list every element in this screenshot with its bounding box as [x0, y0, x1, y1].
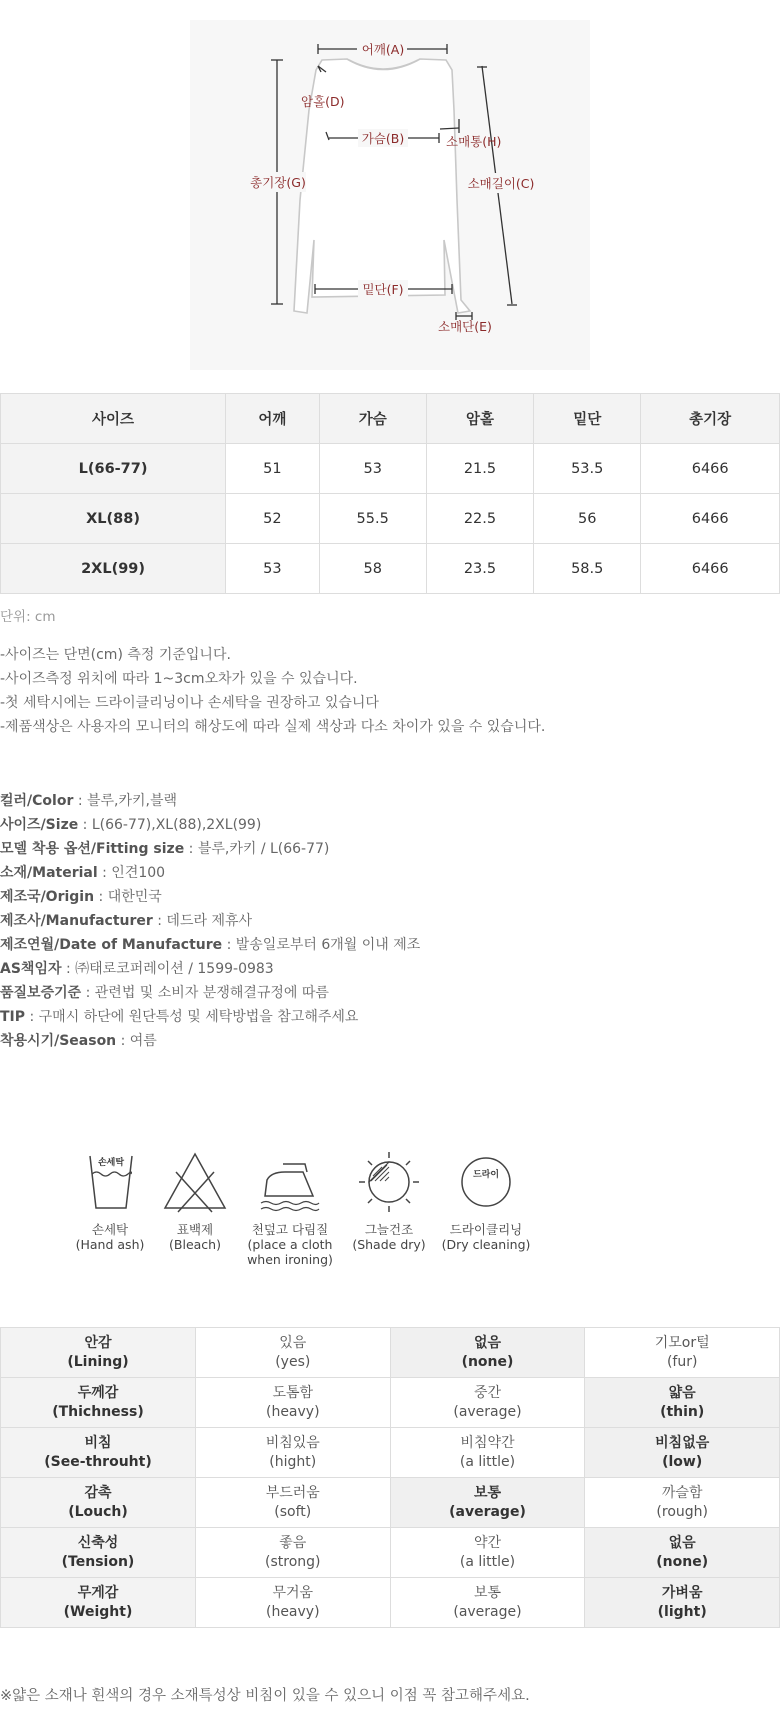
- fabric-property-text: (Tension): [61, 1553, 135, 1570]
- size-table: [0, 393, 780, 594]
- fabric-option-text: 비침약간: [460, 1434, 515, 1451]
- fabric-option: [390, 1428, 585, 1478]
- fabric-option: [585, 1328, 780, 1378]
- care-label-ko: 손세탁: [91, 1222, 129, 1237]
- spec-label: 제조연월/Date of Manufacture: [0, 937, 223, 953]
- care-label-en: (Dry cleaning): [441, 1237, 531, 1252]
- size-cell: L(66-77): [1, 444, 226, 494]
- fabric-option-text: 도톰함: [272, 1384, 314, 1401]
- spec-row: [0, 957, 420, 981]
- unit-note: 단위: cm: [0, 609, 56, 625]
- fabric-option: [195, 1378, 390, 1428]
- care-shade-dry: [349, 1150, 429, 1252]
- fabric-option-selected-text: 없음: [668, 1534, 696, 1551]
- fabric-table: [0, 1327, 780, 1628]
- iron-with-cloth-icon: [255, 1150, 325, 1214]
- fabric-option-text: 보통: [473, 1584, 502, 1601]
- spec-row: [0, 789, 420, 813]
- spec-value: : 대한민국: [94, 889, 162, 905]
- fabric-option-text: (yes): [275, 1353, 311, 1370]
- fabric-property-text: (See-throuht): [44, 1453, 152, 1470]
- fabric-option-selected: [585, 1578, 780, 1628]
- spec-label: 사이즈/Size: [0, 817, 79, 833]
- header-cell: 총기장: [641, 394, 780, 444]
- spec-value: : 구매시 하단에 원단특성 및 세탁방법을 참고해주세요: [25, 1009, 359, 1025]
- spec-label: 제조사/Manufacturer: [0, 913, 153, 929]
- spec-label: 모델 착용 옵션/Fitting size: [0, 841, 185, 857]
- label-sleeve-width: 소매통(H): [446, 134, 502, 149]
- fabric-option: [195, 1578, 390, 1628]
- care-label: [240, 1222, 340, 1267]
- table-row: [1, 1328, 780, 1378]
- fabric-property-text: 감촉: [84, 1484, 112, 1501]
- fabric-property-text: (Weight): [63, 1603, 133, 1620]
- fabric-option: [585, 1478, 780, 1528]
- spec-value: : 인견100: [97, 865, 166, 881]
- value-cell: 55.5: [319, 494, 426, 544]
- spec-value: : L(66-77),XL(88),2XL(99): [78, 817, 262, 833]
- fabric-option-text: 무거움: [272, 1584, 314, 1601]
- table-row: [1, 1478, 780, 1528]
- fabric-option-text: (average): [453, 1603, 522, 1620]
- value-cell: 21.5: [426, 444, 533, 494]
- fabric-option-text: 비침있음: [265, 1434, 320, 1451]
- spec-row: [0, 1029, 420, 1053]
- header-cell: 가슴: [319, 394, 426, 444]
- hand-wash-tag: 손세탁: [97, 1158, 125, 1168]
- fabric-option-text: (hight): [269, 1453, 317, 1470]
- spec-value: : 발송일로부터 6개월 이내 제조: [222, 937, 421, 953]
- value-cell: 58.5: [534, 544, 641, 594]
- fabric-option-text: 기모or털: [654, 1334, 710, 1351]
- spec-value: : 관련법 및 소비자 분쟁해결규정에 따름: [81, 985, 329, 1001]
- fabric-option-selected-text: 가벼움: [661, 1584, 703, 1601]
- spec-row: [0, 1005, 420, 1029]
- shade-dry-icon: [356, 1150, 422, 1214]
- fabric-option-selected-text: (low): [662, 1453, 703, 1470]
- no-bleach-icon: [162, 1150, 228, 1214]
- product-specs: [0, 789, 420, 1053]
- fabric-option-text: (average): [453, 1403, 522, 1420]
- care-hand-wash: [68, 1150, 152, 1252]
- table-row: [1, 1578, 780, 1628]
- value-cell: 6466: [641, 494, 780, 544]
- care-label-en: (Shade dry): [352, 1237, 426, 1252]
- fabric-option-selected-text: 보통: [473, 1484, 502, 1501]
- fabric-option-text: (a little): [459, 1453, 516, 1470]
- fabric-option: [195, 1528, 390, 1578]
- spec-row: [0, 885, 420, 909]
- value-cell: 22.5: [426, 494, 533, 544]
- header-cell: 암홀: [426, 394, 533, 444]
- fabric-property-text: 안감: [84, 1334, 112, 1351]
- care-label-ko: 천덮고 다림질: [251, 1222, 329, 1237]
- fabric-property-text: (Thichness): [52, 1403, 144, 1420]
- spec-value: : 블루,카키 / L(66-77): [184, 841, 330, 857]
- value-cell: 56: [534, 494, 641, 544]
- spec-label: 착용시기/Season: [0, 1033, 117, 1049]
- spec-row: [0, 981, 420, 1005]
- fabric-option-selected-text: (none): [461, 1353, 514, 1370]
- fabric-option-text: 있음: [279, 1334, 307, 1351]
- fabric-property-text: 무게감: [77, 1584, 119, 1601]
- size-table-header: [1, 394, 780, 444]
- spec-label: 제조국/Origin: [0, 889, 95, 905]
- spec-label: 품질보증기준: [0, 985, 82, 1001]
- size-notes: [0, 643, 545, 739]
- label-chest: 가슴(B): [361, 131, 405, 146]
- fabric-option-selected-text: (light): [657, 1603, 707, 1620]
- spec-value: : 데드라 제휴사: [152, 913, 253, 929]
- value-cell: 23.5: [426, 544, 533, 594]
- spec-label: AS책임자: [0, 961, 62, 977]
- fabric-property: [1, 1328, 196, 1378]
- fabric-option-text: (heavy): [265, 1603, 320, 1620]
- size-cell: XL(88): [1, 494, 226, 544]
- fabric-option: [390, 1578, 585, 1628]
- fabric-option-selected-text: (none): [656, 1553, 709, 1570]
- table-row: [1, 544, 780, 594]
- care-label: [157, 1222, 233, 1252]
- fabric-property-text: (Louch): [68, 1503, 128, 1520]
- fabric-property: [1, 1428, 196, 1478]
- fabric-option-text: (strong): [265, 1553, 321, 1570]
- spec-value: : 여름: [116, 1033, 157, 1049]
- fabric-option-text: 약간: [473, 1534, 502, 1551]
- fabric-option-text: (soft): [274, 1503, 312, 1520]
- care-label-en: (place a cloth: [247, 1237, 333, 1252]
- note-line: -사이즈는 단면(cm) 측정 기준입니다.: [0, 647, 231, 663]
- fabric-property: [1, 1478, 196, 1528]
- spec-row: [0, 933, 420, 957]
- label-sleeve-length: 소매길이(C): [467, 176, 535, 191]
- value-cell: 53.5: [534, 444, 641, 494]
- size-diagram: [0, 0, 780, 380]
- spec-row: [0, 861, 420, 885]
- value-cell: 53: [319, 444, 426, 494]
- care-label-ko: 드라이클리닝: [449, 1222, 523, 1237]
- label-cuff: 소매단(E): [438, 319, 492, 334]
- spec-value: : 블루,카키,블랙: [73, 793, 178, 809]
- care-label-en: (Bleach): [169, 1237, 221, 1252]
- fabric-property: [1, 1378, 196, 1428]
- spec-label: TIP: [0, 1009, 26, 1025]
- fabric-option: [390, 1528, 585, 1578]
- note-line: -첫 세탁시에는 드라이클리닝이나 손세탁을 권장하고 있습니다: [0, 695, 379, 711]
- fabric-option-text: (a little): [459, 1553, 516, 1570]
- fabric-property-text: 신축성: [77, 1534, 119, 1551]
- value-cell: 6466: [641, 444, 780, 494]
- fabric-option: [195, 1478, 390, 1528]
- spec-row: [0, 837, 420, 861]
- dry-cleaning-tag: 드라이: [472, 1170, 500, 1180]
- table-row: [1, 1428, 780, 1478]
- fabric-property-text: 비침: [84, 1434, 112, 1451]
- care-label-en: when ironing): [247, 1252, 333, 1267]
- spec-label: 소재/Material: [0, 865, 98, 881]
- fabric-option-selected-text: 비침없음: [655, 1434, 710, 1451]
- care-label-ko: 그늘건조: [364, 1222, 414, 1237]
- care-label: [438, 1222, 534, 1252]
- label-hem: 밑단(F): [362, 282, 404, 297]
- note-line: -제품색상은 사용자의 모니터의 해상도에 따라 실제 색상과 다소 차이가 있을 수 있습니다.: [0, 719, 546, 735]
- size-cell: 2XL(99): [1, 544, 226, 594]
- note-line: -사이즈측정 위치에 따라 1~3cm오차가 있을 수 있습니다.: [0, 671, 358, 687]
- header-cell: 어깨: [226, 394, 319, 444]
- spec-value: : ㈜태로코퍼레이션 / 1599-0983: [61, 961, 274, 977]
- table-row: [1, 1528, 780, 1578]
- fabric-option-text: (heavy): [265, 1403, 320, 1420]
- table-row: [1, 444, 780, 494]
- fabric-option-selected: [585, 1378, 780, 1428]
- label-shoulder: 어깨(A): [361, 42, 405, 57]
- care-label-ko: 표백제: [176, 1222, 214, 1237]
- care-label-en: (Hand ash): [75, 1237, 145, 1252]
- table-row: [1, 494, 780, 544]
- care-label: [349, 1222, 429, 1252]
- fabric-option-selected-text: (average): [449, 1503, 526, 1520]
- value-cell: 53: [226, 544, 319, 594]
- value-cell: 52: [226, 494, 319, 544]
- label-armhole: 암홀(D): [301, 94, 345, 109]
- fabric-option-text: (fur): [666, 1353, 698, 1370]
- care-dry-cleaning: [438, 1150, 534, 1252]
- fabric-option: [195, 1328, 390, 1378]
- fabric-property: [1, 1578, 196, 1628]
- value-cell: 51: [226, 444, 319, 494]
- care-iron-with-cloth: [240, 1150, 340, 1267]
- dry-cleaning-icon: [456, 1150, 516, 1214]
- fabric-property-text: 두께감: [77, 1384, 119, 1401]
- care-label: [68, 1222, 152, 1252]
- value-cell: 58: [319, 544, 426, 594]
- label-total-length: 총기장(G): [250, 175, 306, 190]
- fabric-option-selected-text: (thin): [660, 1403, 705, 1420]
- fabric-property-text: (Lining): [67, 1353, 129, 1370]
- fabric-option: [195, 1428, 390, 1478]
- header-cell: 사이즈: [1, 394, 226, 444]
- header-cell: 밑단: [534, 394, 641, 444]
- fabric-option-selected-text: 얇음: [668, 1384, 696, 1401]
- fabric-option-text: 중간: [473, 1384, 502, 1401]
- spec-label: 컬러/Color: [0, 793, 74, 809]
- fabric-property: [1, 1528, 196, 1578]
- care-no-bleach: [157, 1150, 233, 1252]
- hand-wash-icon: [80, 1150, 140, 1214]
- footnote: ※얇은 소재나 흰색의 경우 소재특성상 비침이 있을 수 있으니 이점 꼭 참고해주세요.: [0, 1688, 530, 1704]
- spec-row: [0, 909, 420, 933]
- fabric-option-text: (rough): [656, 1503, 708, 1520]
- fabric-option-selected: [585, 1428, 780, 1478]
- fabric-option-selected: [390, 1478, 585, 1528]
- fabric-option: [390, 1378, 585, 1428]
- table-row: [1, 1378, 780, 1428]
- fabric-option-text: 부드러움: [265, 1484, 320, 1501]
- value-cell: 6466: [641, 544, 780, 594]
- fabric-option-selected: [585, 1528, 780, 1578]
- fabric-option-selected: [390, 1328, 585, 1378]
- fabric-option-text: 좋음: [279, 1534, 307, 1551]
- fabric-option-selected-text: 없음: [473, 1334, 502, 1351]
- fabric-option-text: 까슬함: [661, 1484, 703, 1501]
- spec-row: [0, 813, 420, 837]
